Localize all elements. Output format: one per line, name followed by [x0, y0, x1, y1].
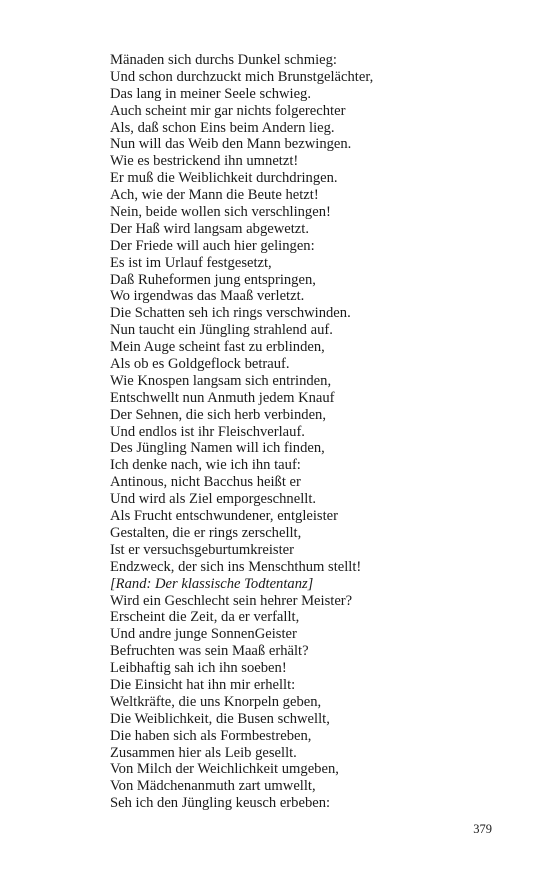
poem-line: Als ob es Goldgeflock betrauf.: [110, 356, 290, 373]
poem-line: Der Friede will auch hier gelingen:: [110, 237, 315, 254]
poem-line: Weltkräfte, die uns Knorpeln geben,: [110, 693, 322, 710]
poem-line: Ach, wie der Mann die Beute hetzt!: [110, 187, 319, 204]
poem-line: Wird ein Geschlecht sein hehrer Meister?: [110, 592, 353, 609]
poem-line: Mein Auge scheint fast zu erblinden,: [110, 339, 325, 356]
poem-line: Nein, beide wollen sich verschlingen!: [110, 204, 331, 221]
poem-line: Es ist im Urlauf festgesetzt,: [110, 254, 272, 271]
poem-line: Und andre junge SonnenGeister: [110, 626, 297, 643]
poem-line: Auch scheint mir gar nichts folgerechter: [110, 102, 346, 119]
poem-line: Die haben sich als Formbestreben,: [110, 727, 312, 744]
poem-line: Ist er versuchsgeburtumkreister: [110, 541, 294, 558]
poem-line: Von Milch der Weichlichkeit umgeben,: [110, 761, 339, 778]
poem-line: Wo irgendwas das Maaß verletzt.: [110, 288, 305, 305]
poem-line: Die Einsicht hat ihn mir erhellt:: [110, 676, 296, 693]
page-number: 379: [473, 822, 492, 836]
poem-line: Wie es bestrickend ihn umnetzt!: [110, 153, 299, 170]
poem-line: Erscheint die Zeit, da er verfallt,: [110, 609, 300, 626]
poem-line: Antinous, nicht Bacchus heißt er: [110, 474, 301, 491]
poem-line: Ich denke nach, wie ich ihn tauf:: [110, 457, 301, 474]
poem-line: Daß Ruheformen jung entspringen,: [110, 271, 316, 288]
poem-text: [110, 52, 530, 812]
poem-line: Des Jüngling Namen will ich finden,: [110, 440, 325, 457]
poem-line: Seh ich den Jüngling keusch erbeben:: [110, 795, 331, 812]
poem-line: Und wird als Ziel emporgeschnellt.: [110, 491, 317, 508]
poem-line: Endzweck, der sich ins Menschthum stellt!: [110, 558, 362, 575]
poem-line: Entschwellt nun Anmuth jedem Knauf: [110, 389, 335, 406]
poem-line: Und endlos ist ihr Fleischverlauf.: [110, 423, 305, 440]
poem-line: Die Schatten seh ich rings verschwinden.: [110, 305, 351, 322]
poem-line: Zusammen hier als Leib gesellt.: [110, 744, 297, 761]
poem-line: Gestalten, die er rings zerschellt,: [110, 524, 302, 541]
poem-line: Er muß die Weiblichkeit durchdringen.: [110, 170, 338, 187]
poem-line: Nun taucht ein Jüngling strahlend auf.: [110, 322, 333, 339]
poem-line: Und schon durchzuckt mich Brunstgelächter,: [110, 68, 374, 85]
poem-line: Die Weiblichkeit, die Busen schwellt,: [110, 710, 330, 727]
poem-line: Leibhaftig sah ich ihn soeben!: [110, 660, 287, 677]
poem-line: Als Frucht entschwundener, entgleister: [110, 508, 338, 525]
poem-line: Der Sehnen, die sich herb verbinden,: [110, 406, 326, 423]
poem-line: Der Haß wird langsam abgewetzt.: [110, 220, 309, 237]
poem-line: Nun will das Weib den Mann bezwingen.: [110, 136, 352, 153]
poem-line: Wie Knospen langsam sich entrinden,: [110, 372, 332, 389]
poem-line: Von Mädchenanmuth zart umwellt,: [110, 778, 316, 795]
poem-line: Mänaden sich durchs Dunkel schmieg:: [110, 52, 337, 68]
margin-note: [Rand: Der klassische Todtentanz]: [110, 575, 314, 592]
poem-line: Befruchten was sein Maaß erhält?: [110, 643, 309, 660]
poem-line: Das lang in meiner Seele schwieg.: [110, 85, 312, 102]
poem-line: Als, daß schon Eins beim Andern lieg.: [110, 119, 335, 136]
